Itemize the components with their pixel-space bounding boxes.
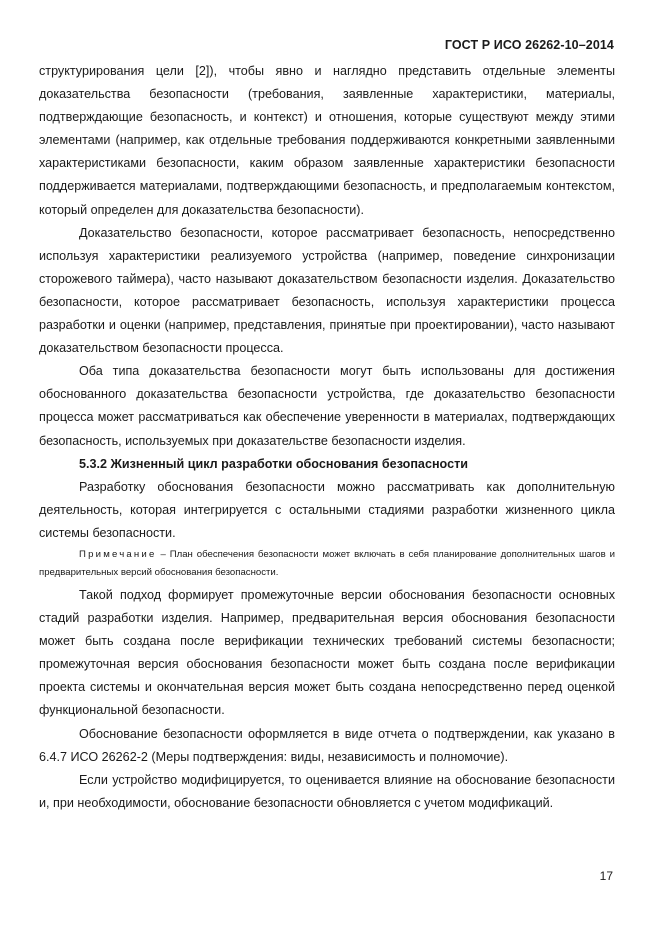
paragraph-report: Обоснование безопасности оформляется в виде отчета о подтверждении, как указано в 6.4.7 ИСО 26262-2 (Меры подтверждения: виды, независимость и полномочие). — [39, 726, 615, 764]
paragraph-both-types: Оба типа доказательства безопасности могут быть использованы для достижения обоснованного доказательства безопасности устройства, где доказательство безопасности процесса может рассматриваться как обеспечение уверенности в материалах, подтверждающих безопасность, используемых при доказательстве безопасности изделия. — [39, 364, 615, 448]
page-number: 17 — [599, 869, 613, 883]
note — [39, 546, 615, 582]
page-body — [39, 60, 615, 815]
section-heading: 5.3.2 Жизненный цикл разработки обоснования безопасности — [79, 456, 468, 471]
note-text: – План обеспечения безопасности может включать в себя планирование дополнительных шагов и предварительных версий обоснования безопасности. — [39, 548, 615, 578]
paragraph-continuation: структурирования цели [2]), чтобы явно и наглядно представить отдельные элементы доказательства безопасности (требования, заявленные характеристики, материалы, подтверждающие безопасность, и контекст) и отношения, которые существуют между этими элементами (например, как отдельные требования поддерживаются конкретными заявленными характеристиками безопасности, каким образом заявленные характеристики безопасности поддерживается материалами, подтверждающими безопасность, и предполагаемым контекстом, который определен для доказательства безопасности). — [39, 64, 615, 217]
document-header: ГОСТ Р ИСО 26262-10–2014 — [444, 38, 614, 52]
paragraph-modification: Если устройство модифицируется, то оценивается влияние на обоснование безопасности и, при необходимости, обоснование безопасности обновляется с учетом модификаций. — [39, 772, 615, 810]
paragraph-intermediate-versions: Такой подход формирует промежуточные версии обоснования безопасности основных стадий разработки изделия. Например, предварительная версия обоснования безопасности может быть создана после верификации технических требований системы безопасности; промежуточная версия обоснования безопасности может быть создана после верификации проекта системы и окончательная версия может быть создана непосредственно перед оценкой функциональной безопасности. — [39, 587, 615, 718]
paragraph-product-argument: Доказательство безопасности, которое рассматривает безопасность, непосредственно используя характеристики реализуемого устройства (например, поведение синхронизации сторожевого таймера), часто называют доказательством безопасности изделия. Доказательство безопасности, которое рассматривает безопасность, используя характеристики процесса разработки и оценки (например, представления, принятые при проектировании), часто называют доказательством безопасности процесса. — [39, 225, 615, 356]
paragraph-section-intro: Разработку обоснования безопасности можно рассматривать как дополнительную деятельность, которая интегрируется с остальными стадиями разработки жизненного цикла системы безопасности. — [39, 479, 615, 540]
note-label: Примечание — [79, 548, 157, 560]
